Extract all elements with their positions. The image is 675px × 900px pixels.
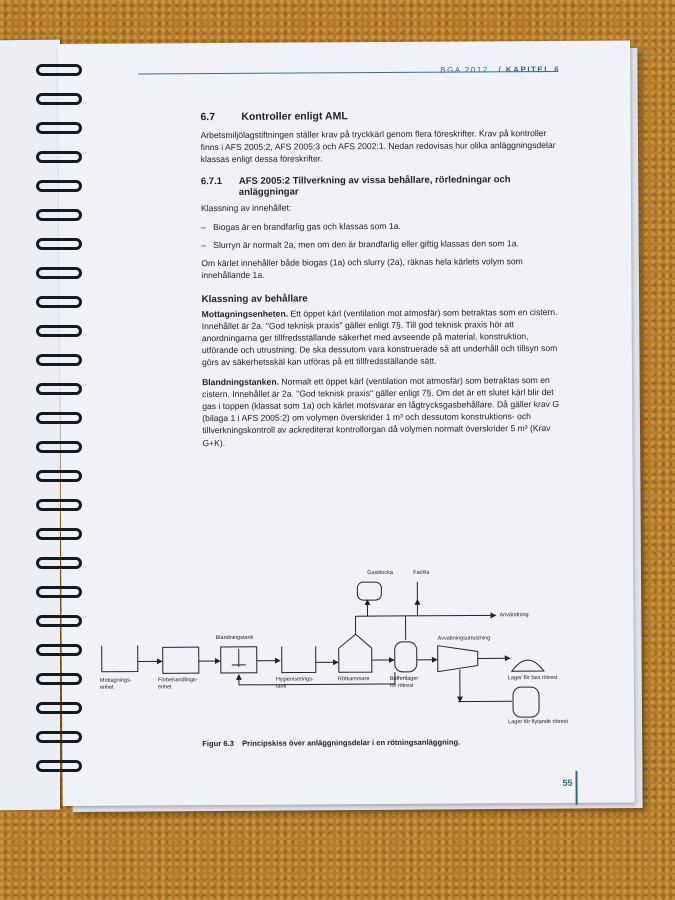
return-line — [239, 684, 395, 685]
section-number: 6.7 — [200, 111, 216, 124]
gas-line — [356, 615, 496, 616]
chapter-label: / KAPITEL 6 — [498, 64, 561, 75]
binding-ring — [36, 499, 82, 511]
binding-ring — [36, 180, 82, 192]
page-number-rule — [575, 771, 577, 805]
subsection-note: Om kärlet innehåller både biogas (1a) och slurry (2a), räknas hela kärlets volym som innehållande 1a. — [201, 256, 523, 281]
binding-ring — [36, 731, 82, 743]
paragraph-blandning — [202, 374, 562, 449]
running-header — [440, 65, 560, 75]
subsection-number: 6.7.1 — [200, 175, 223, 187]
fast-rotrest-pile — [512, 660, 544, 671]
label-fast-rotrest: Lager för fast rötrest — [507, 674, 558, 682]
label-avvattning: Avvattningsutrustning — [437, 635, 491, 642]
figure-caption — [202, 738, 460, 749]
label-hygienisering: Hygieniserings- tank — [275, 676, 314, 690]
binding-ring — [36, 325, 82, 337]
paragraph-lead: Blandningstanken. — [202, 376, 279, 387]
process-diagram-svg — [97, 551, 618, 734]
binding-ring — [36, 412, 82, 424]
list-item-text: Biogas är en brandfarlig gas och klassas som 1a. — [213, 220, 401, 232]
page-content — [200, 109, 562, 456]
binding-ring — [36, 64, 82, 76]
book-label: BGA 2012 — [440, 65, 489, 75]
label-forbehandling: Förbehandlings- enhet — [157, 677, 198, 690]
paragraph-text: Ett öppet kärl (ventilation mot atmosfär) som betraktas som en cistern. Innehållet är 2a. "God teknisk praxis" gäller enligt 7§. Till god teknisk praxis hör att anordningarna ger tillfredsställande säkerhet med avseende på material, konstruktion, utförande och utrustning. De ska dessutom vara konstruerade så att underhåll och tillsyn som görs av säkerhetsskäl kan utföras på ett tillfredsställande sätt. — [201, 306, 558, 368]
rotkammare-vessel — [339, 634, 372, 672]
classification-heading: Klassning av behållare — [201, 293, 308, 305]
label-flytande-rotrest: Lager för flytande rötrest — [508, 718, 569, 726]
binding-ring — [36, 557, 82, 569]
binding-ring — [36, 238, 82, 250]
book-page — [58, 41, 635, 806]
list-item: – Biogas är en brandfarlig gas och klassas som 1a. — [201, 220, 401, 232]
label-buffertlager: Buffertlager för rötrest — [389, 675, 419, 689]
spiral-binding — [36, 60, 86, 790]
figure-number: Figur 6.3 — [202, 738, 234, 749]
list-item-text: Slurryn är normalt 2a, men om den är brandfarlig eller giftig klassas den som 1a. — [213, 238, 519, 251]
binding-ring — [36, 151, 82, 163]
label-fackla: Fackla — [413, 569, 430, 576]
paragraph-lead: Mottagningsenheten. — [201, 308, 289, 319]
binding-ring — [36, 760, 82, 772]
label-mottagning: Mottagnings- enhet — [99, 677, 132, 691]
label-gasklocka: Gasklocka — [367, 569, 393, 577]
binding-ring — [36, 383, 82, 395]
mottagning-vessel — [102, 646, 138, 672]
forbehandling-box — [163, 647, 199, 673]
subsection-heading — [201, 174, 561, 198]
process-diagram — [97, 551, 618, 754]
binding-ring — [36, 441, 82, 453]
page-number: 55 — [562, 777, 573, 788]
section-title: Kontroller enligt AML — [241, 110, 348, 123]
binding-ring — [36, 209, 82, 221]
binding-ring — [36, 615, 82, 627]
flytande-rotrest-tank — [513, 687, 539, 717]
figure-caption-text: Principskiss över anläggningsdelar i en rötningsanläggning. — [242, 737, 461, 748]
buffertlager-vessel — [395, 642, 417, 672]
paragraph-text: Normalt ett öppet kärl (ventilation mot atmosfär) som betraktas som en cistern. Innehållet är 2a. "God teknisk praxis" gäller enligt 7§. Om det är ett slutet kärl blir det gas i toppen (klassat som 1a) och kärlet motsvarar en lågtrycksgasbehållare. Då gäller krav G (bilaga 1 i AFS 2005:2) om volymen överskrider 1 m³ och dessutom konstruktions- och tillverkningskontroll av ackrediterat kontrollorgan då volymen normalt överskrider 5 m³ (Krav G+K). — [202, 374, 560, 448]
section-intro: Arbetsmiljölagstiftningen ställer krav på tryckkärl genom flera föreskrifter. Krav på kontroller finns i AFS 2005:2, AFS 2005:3 och AFS 2002:1. Nedan redovisas hur olika anläggningsdelar klassas enligt dessa föreskrifter. — [200, 128, 556, 165]
subsection-lead: Klassning av innehållet: — [200, 202, 292, 213]
binding-ring — [36, 267, 82, 279]
paragraph-mottagning — [202, 306, 562, 369]
subsection-title: AFS 2005:2 Tillverkning av vissa behållare, rörledningar och anläggningar — [238, 173, 511, 198]
section-heading — [200, 109, 560, 123]
avvattning-unit — [438, 645, 478, 671]
binding-ring — [36, 644, 82, 656]
binding-ring — [36, 586, 82, 598]
binding-ring — [36, 296, 82, 308]
binding-ring — [36, 673, 82, 685]
binding-ring — [36, 702, 82, 714]
label-rotkammare: Rötkammare — [337, 676, 370, 683]
list-item: – Slurryn är normalt 2a, men om den är brandfarlig eller giftig klassas den som 1a. — [201, 238, 519, 251]
label-anvandning: Användning — [499, 612, 529, 619]
label-blandningstank: Blandningstank — [215, 634, 254, 642]
binding-ring — [36, 93, 82, 105]
gasklocka-vessel — [357, 582, 381, 600]
binding-ring — [36, 354, 82, 366]
hygienisering-vessel — [282, 646, 316, 672]
binding-ring — [36, 528, 82, 540]
binding-ring — [36, 122, 82, 134]
binding-ring — [36, 470, 82, 482]
